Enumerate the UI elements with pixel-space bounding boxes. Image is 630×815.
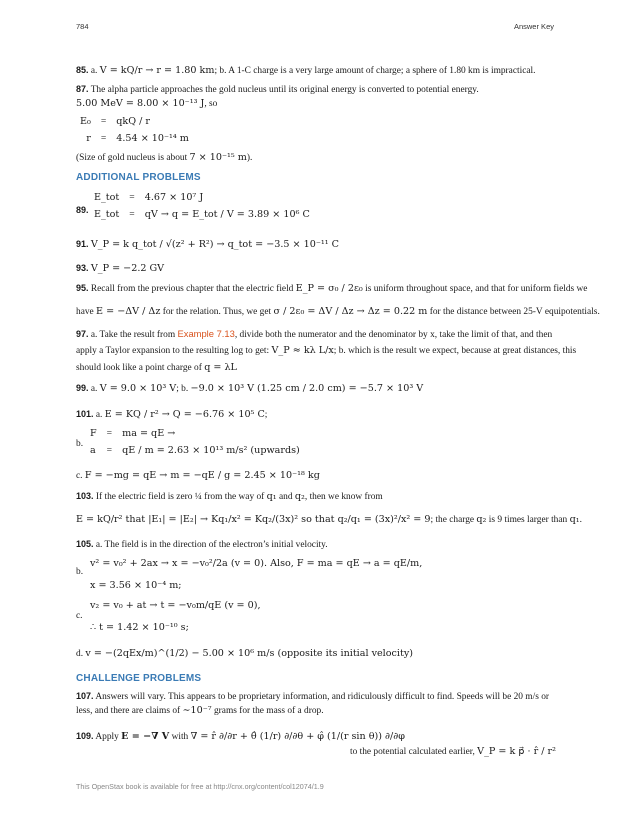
problem-101-a: 101. a. E = KQ / r² → Q = −6.76 × 10⁵ C; — [76, 409, 268, 420]
problem-103-line1: 103. If the electric field is zero ¼ from the way of q₁ and q₂, then we know from — [76, 491, 383, 502]
example-link[interactable]: Example 7.13 — [177, 328, 235, 339]
page-footer: This OpenStax book is available for free at http://cnx.org/content/col12074/1.9 — [76, 782, 324, 791]
problem-97-line2: apply a Taylor expansion to the resulting log to get: V_P ≈ kλ L/x; b. which is the result we expect, because at great distances, this — [76, 345, 577, 356]
problem-97-line1: 97. a. Take the result from Example 7.13, divide both the numerator and the denominator by x, take the limit of that, and then — [76, 328, 553, 340]
problem-105-b-eq2: x = 3.56 × 10⁻⁴ m; — [90, 580, 182, 591]
problem-109: 109. Apply E = −∇ V with ∇ = r̂ ∂/∂r + θ̂ (1/r) ∂/∂θ + φ̂ (1/(r sin θ)) ∂/∂φ — [76, 731, 405, 742]
problem-97-line3: should look like a point charge of q = λL — [76, 362, 237, 373]
problem-91: 91. V_P = k q_tot / √(z² + R²) → q_tot = −3.5 × 10⁻¹¹ C — [76, 239, 339, 250]
problem-107-line1: 107. Answers will vary. This appears to be proprietary information, and ridiculously difficult to find. Speeds will be 20 m/s or — [76, 691, 550, 702]
additional-problems-heading: ADDITIONAL PROBLEMS — [76, 172, 201, 183]
problem-105-b-label: b. — [76, 567, 84, 577]
problem-105-a: 105. a. The field is in the direction of the electron’s initial velocity. — [76, 539, 328, 550]
problem-105-b-eq1: v² = v₀² + 2ax → x = −v₀²/2a (v = 0). Also, F = ma = qE → a = qE/m, — [90, 558, 423, 569]
problem-89-equations: E_tot = 4.67 × 10⁷ J E_tot = qV → q = E_tot / V = 3.89 × 10⁶ C — [94, 192, 310, 220]
challenge-problems-heading: CHALLENGE PROBLEMS — [76, 673, 202, 684]
problem-103-line2: E = kQ/r² that |E₁| = |E₂| → Kq₁/x² = Kq₂/(3x)² so that q₂/q₁ = (3x)²/x² = 9; the charge q₂ is 9 times larger than q₁. — [76, 514, 582, 525]
problem-87-equations: E₀ = qkQ / r r = 4.54 × 10⁻¹⁴ m — [80, 116, 189, 144]
problem-105-c-label: c. — [76, 611, 83, 621]
problem-105-d: d. v = −(2qEx/m)^(1/2) − 5.00 × 10⁶ m/s (opposite its initial velocity) — [76, 648, 413, 659]
page-number: 784 — [76, 22, 89, 31]
problem-87: 87. The alpha particle approaches the gold nucleus until its original energy is converted to potential energy. 5.00 MeV = 8.00 × 10⁻¹³ J, so — [76, 84, 479, 109]
problem-107-line2: less, and there are claims of ∼10⁻⁷ grams for the mass of a drop. — [76, 705, 324, 716]
problem-95-line1: 95. Recall from the previous chapter that the electric field E_P = σ₀ / 2ε₀ is uniform throughout space, and that for uniform fields we — [76, 283, 588, 294]
problem-85: 85. a. V = kQ/r → r = 1.80 km; b. A 1-C charge is a very large amount of charge; a sphere of 1.80 km is impractical. — [76, 65, 536, 76]
problem-105-c-eq2: ∴ t = 1.42 × 10⁻¹⁰ s; — [90, 622, 189, 633]
problem-101-c: c. F = −mg = qE → m = −qE / g = 2.45 × 10⁻¹⁸ kg — [76, 470, 320, 481]
problem-99: 99. a. V = 9.0 × 10³ V; b. −9.0 × 10³ V (1.25 cm / 2.0 cm) = −5.7 × 10³ V — [76, 383, 424, 394]
running-header: Answer Key — [513, 22, 554, 31]
problem-109-continued: to the potential calculated earlier, V_P = k p⃗ · r̂ / r² — [350, 746, 556, 757]
problem-101-b-equations: F = ma = qE → a = qE / m = 2.63 × 10¹³ m/s² (upwards) — [90, 428, 300, 456]
problem-105-c-eq1: v₂ = v₀ + at → t = −v₀m/qE (v = 0), — [90, 600, 261, 611]
problem-87-note: (Size of gold nucleus is about 7 × 10⁻¹⁵ m). — [76, 152, 253, 163]
problem-95-line2: have E = −ΔV / Δz for the relation. Thus, we get σ / 2ε₀ = ΔV / Δz → Δz = 0.22 m for the distance between 25-V equipotentials. — [76, 306, 600, 317]
problem-101-b-label: b. — [76, 439, 84, 449]
problem-93: 93. V_P = −2.2 GV — [76, 263, 165, 274]
problem-89-number: 89. — [76, 205, 89, 215]
